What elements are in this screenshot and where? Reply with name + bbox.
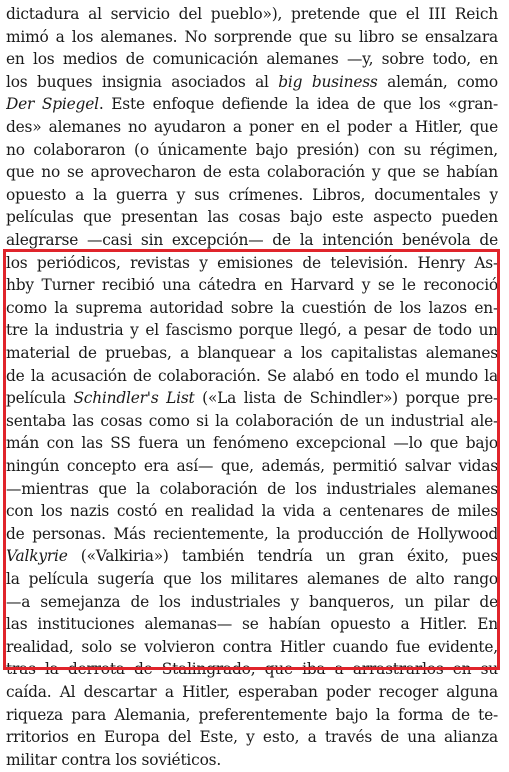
text-line [6,612,498,636]
text-line [6,2,498,26]
italic-title: Valkyrie [6,547,68,566]
text-segment: («Valkiria») también tendría un gran éxito, pues [67,547,498,566]
text-segment: mimó a los alemanes. No sorprende que su libro se ensalzara [6,27,498,46]
text-line [6,25,498,49]
text-segment: mán con las SS fuera un fenómeno excepcional —lo que bajo [6,434,498,453]
text-line [6,47,498,71]
text-segment: —mientras que la colaboración de los industriales alemanes [6,479,498,498]
text-segment: con los nazis costó en realidad la vida a centenares de miles [6,502,498,521]
text-line [6,341,498,365]
text-line [6,590,498,614]
text-segment: los periódicos, revistas y emisiones de televisión. Henry As- [6,253,498,272]
text-line [6,748,498,772]
text-segment: realidad, solo se volvieron contra Hitler cuando fue evidente, [6,637,498,656]
text-segment: no colaboraron (o únicamente bajo presión) con su régimen, [6,140,498,159]
italic-title: Der Spiegel [6,95,99,114]
text-segment: alegrarse —casi sin excepción— de la intención benévola de [6,231,498,249]
text-line [6,70,498,94]
text-segment: la película sugería que los militares alemanes de alto rango [6,570,498,588]
text-segment: películas que presentan las cosas bajo este aspecto pueden [6,208,498,227]
text-segment: que no se aprovecharon de esta colaboración y que se habían [6,163,498,182]
text-segment: las instituciones alemanas— se habían opuesto a Hitler. En [6,615,498,634]
text-line [6,115,498,139]
text-line [6,499,498,523]
text-segment: película [6,389,74,408]
text-line [6,364,498,388]
text-segment: material de pruebas, a blanquear a los capitalistas alemanes [6,344,498,362]
text-segment: hby Turner recibió una cátedra en Harvard y se le reconoció [6,276,498,295]
text-line [6,567,498,591]
text-segment: opuesto a la guerra y sus crímenes. Libros, documentales y [6,185,498,204]
text-line [6,635,498,659]
text-segment: de personas. Más recientemente, la producción de Hollywood [6,524,498,543]
text-line [6,477,498,501]
text-segment: en los medios de comunicación alemanes —y, sobre todo, en [6,50,498,69]
text-line [6,703,498,727]
text-line [6,296,498,320]
text-line [6,431,498,455]
text-segment: tras la derrota de Stalingrado, que iba a arrastrarlos en su [6,660,498,679]
text-segment: tre la industria y el fascismo porque llegó, a pesar de todo un [6,321,498,340]
text-line [6,725,498,749]
italic-title: Schindler's List [73,389,195,408]
text-segment: de la acusación de colaboración. Se alabó en todo el mundo la [6,366,498,385]
text-segment: los buques insignia asociados al [6,72,279,91]
text-line [6,544,498,568]
text-line [6,138,498,162]
text-segment: como la suprema autoridad sobre la cuestión de los lazos en- [6,298,498,317]
text-segment: —a semejanza de los industriales y banqueros, un pilar de [6,592,498,611]
text-line [6,273,498,297]
text-line [6,251,498,275]
text-segment: riqueza para Alemania, preferentemente bajo la forma de te- [6,705,498,724]
text-segment: caída. Al descartar a Hitler, esperaban poder recoger alguna [6,683,498,701]
text-segment: des» alemanes no ayudaron a poner en el poder a Hitler, que [6,118,498,136]
text-segment: ningún concepto era así— que, además, permitió salvar vidas [6,457,498,475]
text-segment: militar contra los soviéticos. [6,750,222,769]
text-line [6,386,498,410]
text-line [6,160,498,184]
text-segment: alemán, como [377,72,498,91]
text-line [6,318,498,342]
text-line [6,92,498,116]
text-segment: sentaba las cosas como si la colaboración de un industrial ale- [6,411,498,430]
italic-title: big business [278,72,378,91]
text-segment: . Este enfoque defiende la idea de que los «gran- [98,95,498,114]
text-line [6,205,498,229]
text-line [6,228,498,252]
text-line [6,680,498,704]
text-segment: rritorios en Europa del Este, y esto, a través de una alianza [6,728,498,747]
text-line [6,409,498,433]
text-line [6,657,498,681]
text-line [6,522,498,546]
text-line [6,183,498,207]
text-line [6,454,498,478]
text-segment: dictadura al servicio del pueblo»), pretende que el III Reich [6,5,498,23]
text-segment: («La lista de Schindler») porque pre- [194,389,498,408]
